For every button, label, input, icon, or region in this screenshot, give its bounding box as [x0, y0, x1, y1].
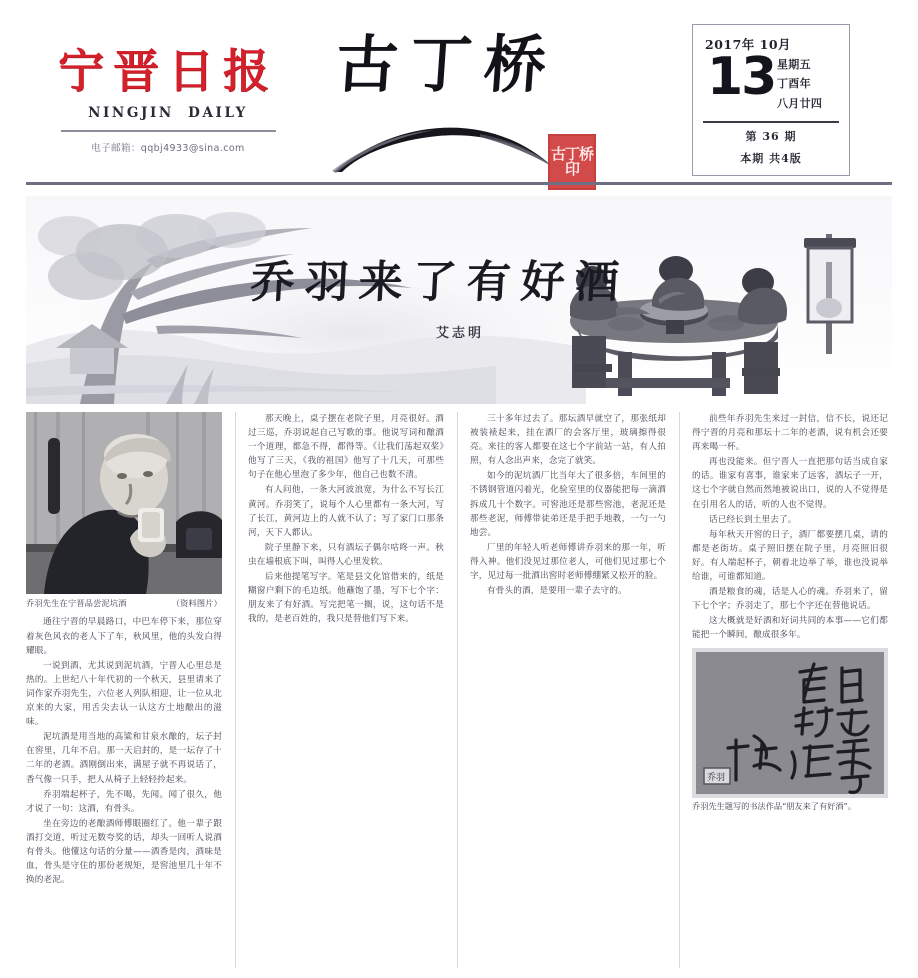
column-divider [457, 412, 458, 968]
masthead [0, 0, 918, 180]
supplement-logo [322, 26, 592, 176]
paragraph: 这大概就是好酒和好词共同的本事——它们都能把一个瞬间，酿成很多年。 [692, 616, 888, 641]
paragraph: 前些年乔羽先生来过一封信，信不长，说还记得宁晋的月亮和那坛十二年的老酒，说有机会还要再来喝一杯。 [692, 414, 888, 453]
page-count: 本期 共4版 [740, 151, 802, 165]
date-year-month: 2017年 10月 [705, 37, 792, 52]
calligraphy-photo-icon [692, 648, 888, 798]
photo-caption [26, 598, 222, 609]
article-column-4 [692, 412, 888, 968]
article-column-3 [470, 412, 666, 968]
calligraphy-caption: 乔羽先生题写的书法作品“朋友来了有好酒”。 [692, 800, 856, 811]
paragraph: 厂里的年轻人听老师傅讲乔羽来的那一年，听得入神。他们没见过那位老人，可他们见过那七个字，见过每一批酒出窖时老师傅绷紧又松开的脸。 [470, 542, 666, 582]
paragraph: 再也没能来。但宁晋人一直把那句话当成自家的话。谁家有喜事，谁家来了远客，酒坛子一开，这七个字就自然而然地被说出口，说的人不觉得是在引用名人的话，听的人也不觉得。 [692, 457, 888, 510]
column-divider [679, 412, 680, 968]
paragraph: 坐在旁边的老酿酒师傅眼圈红了。他一辈子跟酒打交道，听过无数夸奖的话，却头一回听人说酒有骨头。他懂这句话的分量——酒香是肉，酒味是血，骨头是守住的那份老规矩，是窖池里几十年不换的老泥。 [26, 818, 222, 886]
date-footer [693, 123, 849, 170]
paragraph: 酒是粮食的魂，话是人心的魂。乔羽来了，留下七个字；乔羽走了，那七个字还在替他说话。 [692, 587, 888, 612]
date-main [693, 47, 849, 119]
calligraphy-photo [692, 648, 888, 798]
paragraph: 通往宁晋的早晨路口，中巴车停下来，那位穿着灰色风衣的老人下了车，秋风里，他的头发白得耀眼。 [26, 617, 222, 656]
paragraph: 有人问他，一条大河波浪宽，为什么不写长江黄河。乔羽笑了，说每个人心里都有一条大河，写了长江，黄河边上的人就不认了；写了家门口那条河，天下人都认。 [248, 485, 444, 538]
paragraph: 泥坑酒是用当地的高粱和甘泉水酿的，坛子封在窖里，几年不启。那一天启封的，是一坛存了十二年的老酒。酒刚倒出来，满屋子就不再说话了，香气像一只手，把人从椅子上轻轻拎起来。 [26, 732, 222, 785]
paper-name-en: NINGJIN DAILY [88, 105, 248, 121]
paragraph: 后来他提笔写字。笔是县文化馆借来的，纸是糊窗户剩下的毛边纸。他蘸饱了墨，写下七个字：朋友来了有好酒。写完把笔一搁，说，这句话不是我的，是老百姓的，我只是替他们写下来。 [248, 572, 444, 625]
paragraph: 有骨头的酒，是要用一辈子去守的。 [487, 586, 627, 597]
column-divider [235, 412, 236, 968]
date-lunar-year: 丁酉年 [777, 77, 811, 91]
date-day: 13 [707, 47, 776, 107]
photo-caption-text: 乔羽先生在宁晋品尝泥坑酒 [26, 598, 127, 608]
brand-divider [61, 130, 276, 132]
paragraph: 院子里静下来，只有酒坛子偶尔咕咚一声。秋虫在墙根底下叫，叫得人心里发软。 [248, 542, 444, 567]
paragraph: 乔羽端起杯子，先不喝，先闻。闻了很久，他才说了一句：这酒，有骨头。 [26, 789, 222, 814]
portrait-photo-icon [26, 412, 222, 594]
paragraph: 一说到酒，尤其说到泥坑酒，宁晋人心里总是热的。上世纪八十年代初的一个秋天，县里请来了词作家乔羽先生，六位老人列队相迎，让一位从北京来的大家，用舌尖去认一认这方土地酿出的滋味。 [26, 660, 222, 728]
issue-number: 第 36 期 [745, 129, 797, 143]
article-column-1 [26, 412, 222, 968]
photo-credit: （资料图片） [171, 598, 222, 608]
paragraph: 话已经长到土里去了。 [709, 514, 797, 525]
paragraph: 每年秋天开窖的日子，酒厂都要摆几桌，请的都是老街坊。桌子照旧摆在院子里，月亮照旧很好。有人端起杯子，朝着北边举了举，谁也没说举给谁，可谁都知道。 [692, 529, 888, 583]
paper-brand [48, 44, 288, 154]
supplement-logo-text: 古丁桥 [333, 28, 561, 101]
banner-byline: 艾志明 [435, 326, 484, 341]
paper-name-cn: 宁晋日报 [58, 44, 278, 98]
paragraph: 那天晚上，桌子摆在老院子里，月亮很好。酒过三巡，乔羽说起自己写歌的事。他说写词和酿酒一个道理，都急不得，都得等。《让我们荡起双桨》他写了三天，《我的祖国》他写了十几天，可那些句子在他心里泡了多少年，他自己也数不清。 [248, 414, 444, 481]
red-seal-icon: 古丁桥印 [548, 134, 596, 190]
date-lunar-date: 八月廿四 [777, 96, 823, 110]
paragraph: 如今的泥坑酒厂比当年大了很多倍，车间里的不锈钢管道闪着光，化验室里的仪器能把每一滴酒拆成几十个数字。可窖池还是那些窖池，老泥还是那些老泥，师傅带徒弟还是手把手地教，一勺一勺地尝。 [470, 471, 666, 538]
banner-headline: 乔羽来了有好酒 [249, 257, 631, 308]
article-body [26, 412, 892, 968]
article-column-2 [248, 412, 444, 968]
ink-brush-stroke-icon [330, 122, 556, 174]
article-photo [26, 412, 222, 594]
date-side-info [777, 55, 822, 113]
masthead-divider [26, 182, 892, 185]
email-line: 电子邮箱：qqbj4933@sina.com [91, 143, 245, 154]
svg-text:乔羽: 乔羽 [707, 772, 726, 783]
paragraph: 三十多年过去了。那坛酒早就空了，那张纸却被装裱起来，挂在酒厂的会客厅里，玻璃擦得很亮。来往的客人都要在这七个字前站一站，有人拍照，有人念出声来，念完了就笑。 [470, 414, 666, 467]
date-weekday: 星期五 [777, 58, 811, 71]
date-box [692, 24, 850, 176]
